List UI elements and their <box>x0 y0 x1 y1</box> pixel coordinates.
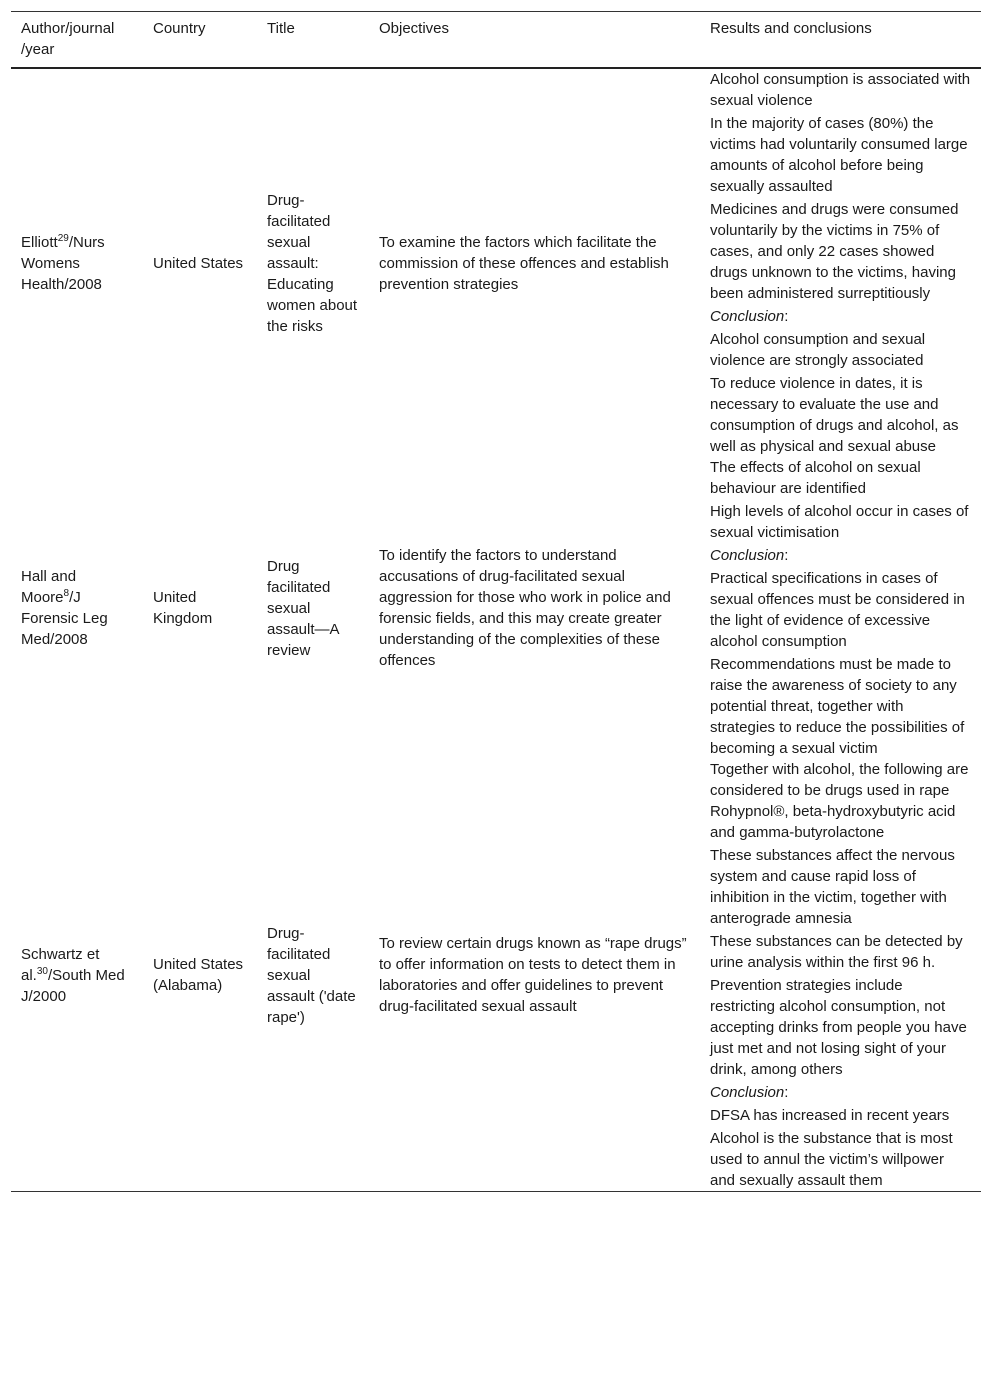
table-row <box>11 457 981 759</box>
result-item: Together with alcohol, the following are considered to be drugs used in rape Rohypnol®, beta-hydroxybutyric acid and gamma-butyrolactone <box>710 761 969 841</box>
conclusion-heading <box>710 545 971 566</box>
conclusion-heading <box>710 306 971 327</box>
header-country: Country <box>143 12 257 69</box>
literature-review-table <box>11 11 981 1192</box>
cell-results <box>700 759 981 1192</box>
journal-year: /South Med J/2000 <box>21 966 125 1005</box>
table-row <box>11 759 981 1192</box>
cell-results <box>700 68 981 457</box>
result-item: These substances can be detected by urine analysis within the first 96 h. <box>710 933 963 971</box>
cell-country: United States (Alabama) <box>143 759 257 1192</box>
cell-author <box>11 759 143 1192</box>
cell-objectives: To identify the factors to understand accusations of drug-facilitated sexual aggression for those who work in police and forensic fields, and this may create greater understanding of the complexities of these offences <box>379 547 671 669</box>
result-item: In the majority of cases (80%) the victims had voluntarily consumed large amounts of alcohol before being sexually assaulted <box>710 115 968 195</box>
result-item: The effects of alcohol on sexual behaviour are identified <box>710 459 921 497</box>
author-name: Hall and Moore <box>21 568 77 606</box>
result-item: High levels of alcohol occur in cases of sexual victimisation <box>710 503 969 541</box>
cell-results <box>700 457 981 759</box>
cell-title: Drug-facilitated sexual assault: Educating women about the risks <box>267 191 358 335</box>
conclusion-item: DFSA has increased in recent years <box>710 1107 950 1124</box>
result-item: These substances affect the nervous system and cause rapid loss of inhibition in the victim, together with anterograde amnesia <box>710 847 955 927</box>
cell-objectives: To review certain drugs known as “rape drugs” to offer information on tests to detect them in laboratories and offer guidelines to prevent drug-facilitated sexual assault <box>369 759 700 1192</box>
conclusion-colon: : <box>784 1084 789 1101</box>
conclusion-item: Alcohol is the substance that is most used to annul the victim’s willpower and sexually assault them <box>710 1130 953 1189</box>
conclusion-label: Conclusion <box>710 1084 785 1101</box>
conclusion-item: To reduce violence in dates, it is necessary to evaluate the use and consumption of drugs and alcohol, as well as physical and sexual abuse <box>710 375 959 455</box>
author-name: Schwartz et al. <box>21 945 100 984</box>
conclusion-label: Conclusion <box>710 308 785 325</box>
reference-number: 29 <box>57 232 69 244</box>
cell-title: Drug facilitated sexual assault—A review <box>267 557 339 659</box>
table-row <box>11 68 981 457</box>
header-author: Author/journal /year <box>11 12 143 69</box>
cell-objectives: To examine the factors which facilitate the commission of these offences and establish prevention strategies <box>379 233 669 293</box>
journal-year: /J Forensic Leg Med/2008 <box>21 589 108 648</box>
cell-country: United States <box>153 254 244 272</box>
header-title: Title <box>257 12 369 69</box>
cell-title: Drug-facilitated sexual assault ('date rape') <box>257 759 369 1192</box>
header-objectives: Objectives <box>369 12 700 69</box>
conclusion-item: Recommendations must be made to raise the awareness of society to any potential threat, together with strategies to reduce the possibilities of becoming a sexual victim <box>710 656 965 757</box>
conclusion-label: Conclusion <box>710 547 785 564</box>
conclusion-colon: : <box>784 308 789 325</box>
header-results: Results and conclusions <box>700 12 981 69</box>
cell-author <box>11 68 143 457</box>
author-name: Elliott <box>21 233 58 251</box>
cell-country: United Kingdom <box>153 589 213 627</box>
conclusion-heading <box>710 1082 971 1103</box>
reference-number: 30 <box>36 965 48 977</box>
table-header-row <box>11 12 981 69</box>
result-item: Alcohol consumption is associated with sexual violence <box>710 71 971 109</box>
result-item: Prevention strategies include restricting alcohol consumption, not accepting drinks from people you have just met and not losing sight of your drink, among others <box>710 977 967 1078</box>
result-item: Medicines and drugs were consumed voluntarily by the victims in 75% of cases, and only 22 cases showed drugs unknown to the victims, having been administered surreptitiously <box>710 201 959 302</box>
cell-author <box>11 457 143 759</box>
journal-year: /Nurs Womens Health/2008 <box>21 233 105 293</box>
conclusion-colon: : <box>784 547 789 564</box>
conclusion-item: Alcohol consumption and sexual violence are strongly associated <box>710 331 926 369</box>
reference-number: 8 <box>63 588 70 599</box>
conclusion-item: Practical specifications in cases of sexual offences must be considered in the light of evidence of excessive alcohol consumption <box>710 570 965 650</box>
